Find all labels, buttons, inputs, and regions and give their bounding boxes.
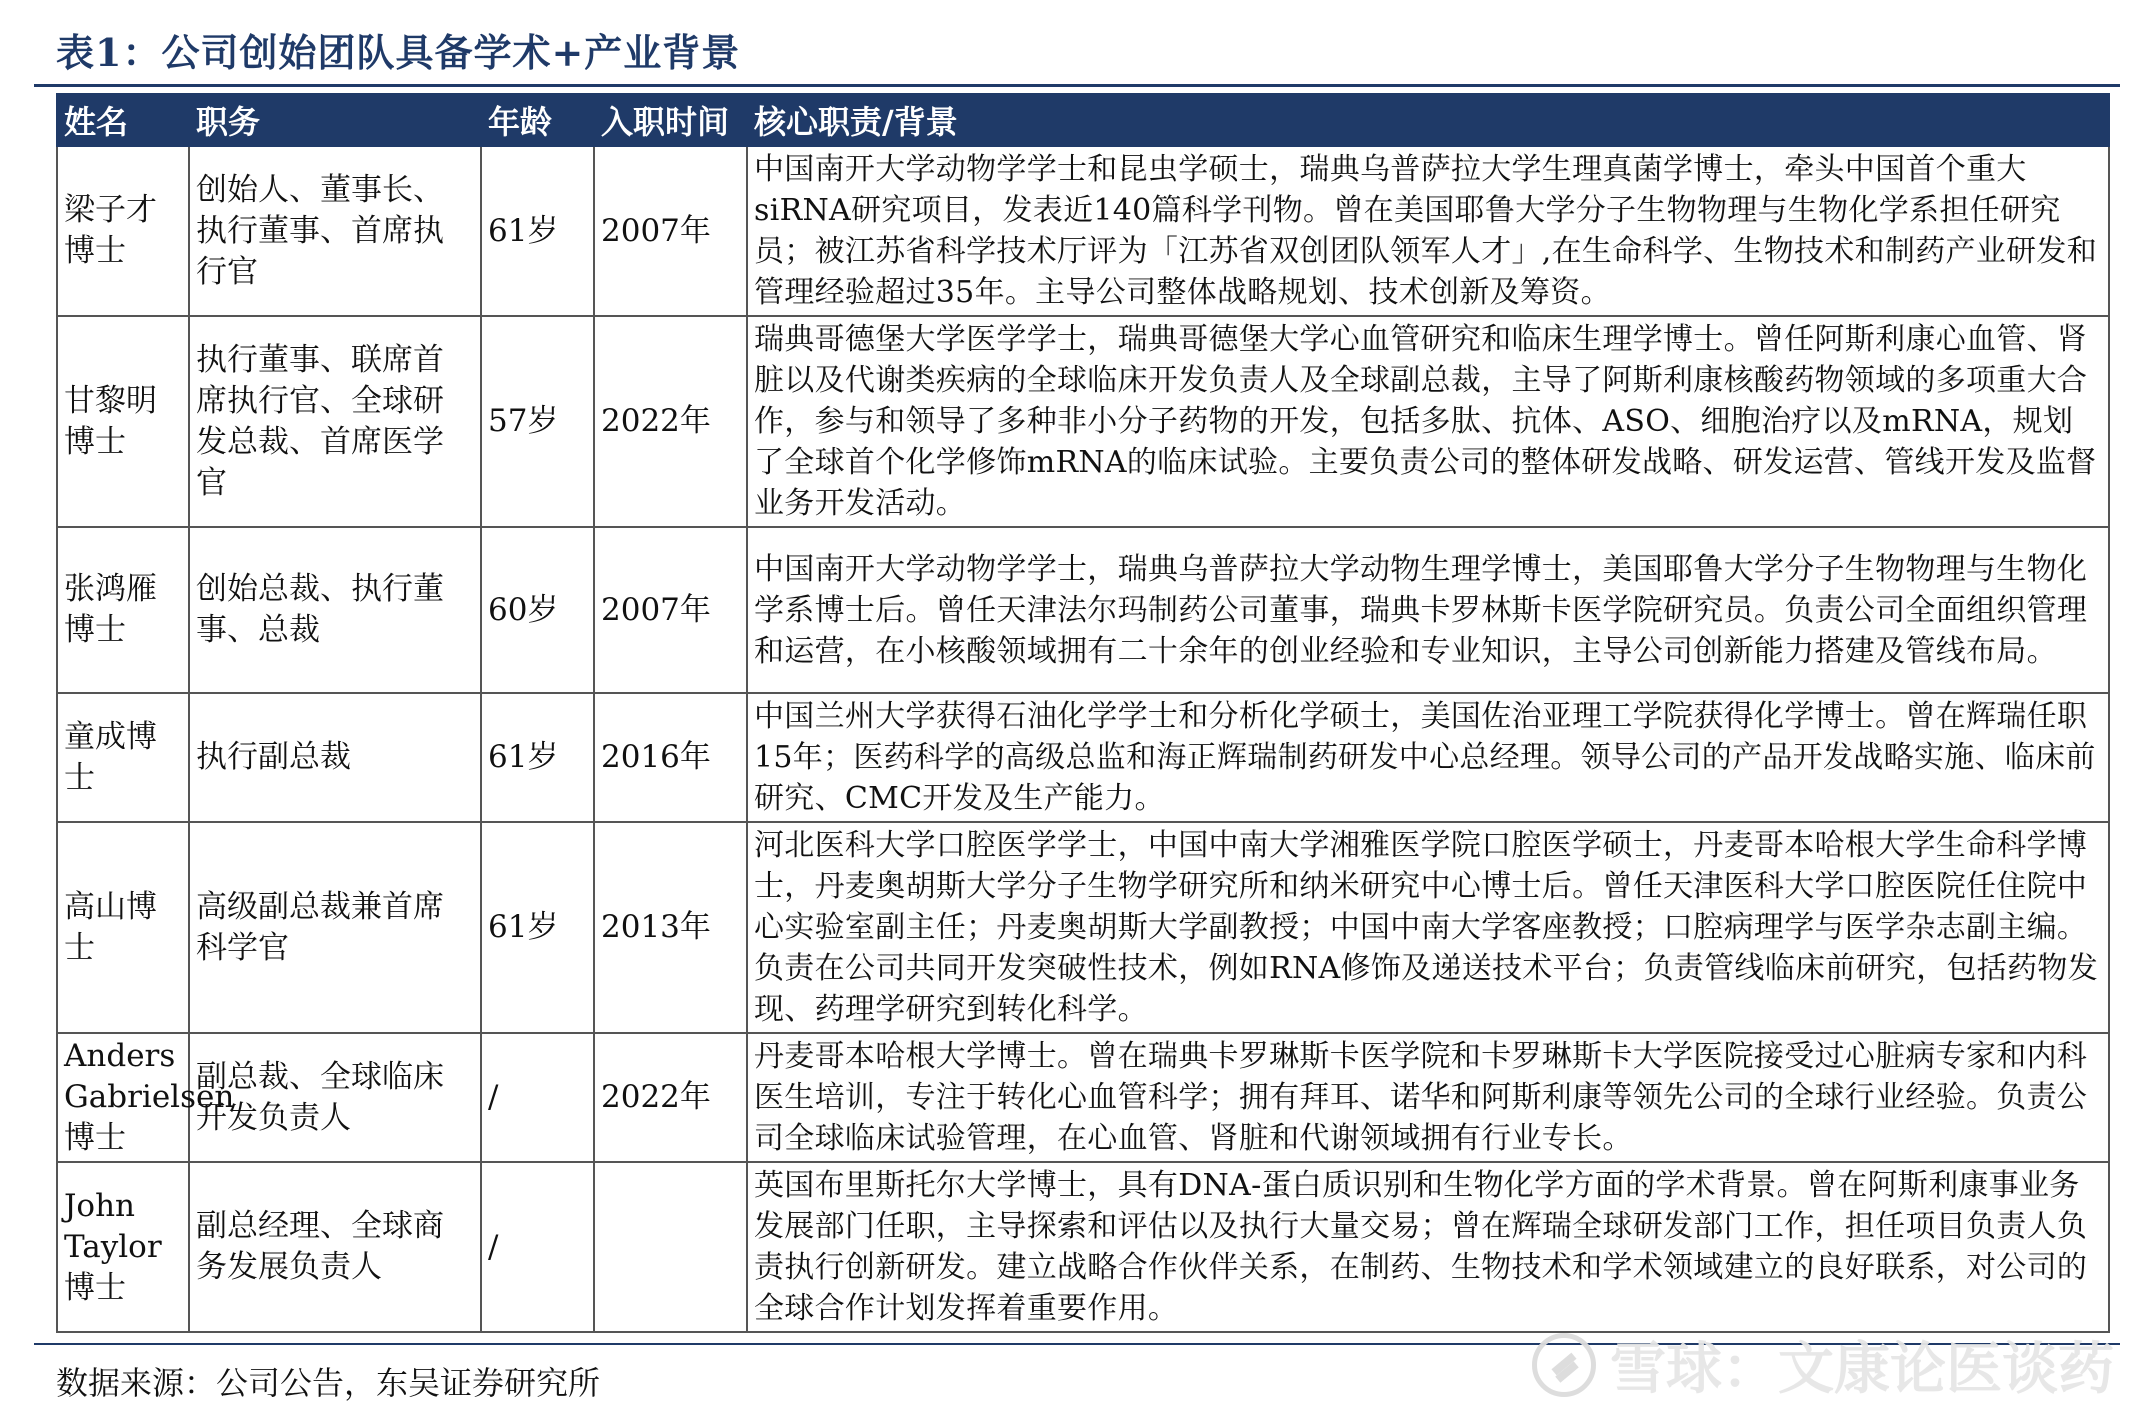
cell-joined: 2007年: [594, 146, 747, 316]
cell-joined: 2016年: [594, 693, 747, 822]
snowball-logo-icon: [1532, 1333, 1596, 1397]
table-header-row: [57, 94, 2109, 146]
cell-age: 60岁: [481, 527, 594, 693]
header-joined: 入职时间: [594, 94, 747, 146]
cell-name: 张鸿雁博士: [57, 527, 189, 693]
cell-name: 童成博士: [57, 693, 189, 822]
cell-joined: 2022年: [594, 316, 747, 527]
cell-age: /: [481, 1033, 594, 1162]
top-rule: [34, 84, 2120, 87]
cell-name: 梁子才博士: [57, 146, 189, 316]
cell-role: 高级副总裁兼首席科学官: [189, 822, 481, 1033]
table-title: 表1：公司创始团队具备学术+产业背景: [56, 30, 741, 75]
table-row: [57, 1162, 2109, 1332]
table-row: [57, 822, 2109, 1033]
cell-joined: 2013年: [594, 822, 747, 1033]
cell-role: 创始人、董事长、执行董事、首席执行官: [189, 146, 481, 316]
header-name: 姓名: [57, 94, 189, 146]
table-row: [57, 693, 2109, 822]
table-row: [57, 527, 2109, 693]
cell-role: 创始总裁、执行董事、总裁: [189, 527, 481, 693]
cell-name: Anders Gabrielsen博士: [57, 1033, 189, 1162]
cell-role: 执行董事、联席首席执行官、全球研发总裁、首席医学官: [189, 316, 481, 527]
cell-joined: 2007年: [594, 527, 747, 693]
cell-background: 中国兰州大学获得石油化学学士和分析化学硕士，美国佐治亚理工学院获得化学博士。曾在辉瑞任职15年；医药科学的高级总监和海正辉瑞制药研发中心总经理。领导公司的产品开发战略实施、临床前研究、CMC开发及生产能力。: [747, 693, 2109, 822]
header-role: 职务: [189, 94, 481, 146]
watermark: [1532, 1325, 2114, 1405]
table-row: [57, 1033, 2109, 1162]
header-background: 核心职责/背景: [747, 94, 2109, 146]
cell-joined: [594, 1162, 747, 1332]
cell-joined: 2022年: [594, 1033, 747, 1162]
cell-role: 副总裁、全球临床开发负责人: [189, 1033, 481, 1162]
cell-background: 中国南开大学动物学学士，瑞典乌普萨拉大学动物生理学博士，美国耶鲁大学分子生物物理与生物化学系博士后。曾任天津法尔玛制药公司董事，瑞典卡罗林斯卡医学院研究员。负责公司全面组织管理和运营，在小核酸领域拥有二十余年的创业经验和专业知识，主导公司创新能力搭建及管线布局。: [747, 527, 2109, 693]
cell-name: 高山博士: [57, 822, 189, 1033]
table-row: [57, 146, 2109, 316]
cell-age: 61岁: [481, 822, 594, 1033]
table-row: [57, 316, 2109, 527]
team-table: [56, 93, 2110, 1333]
cell-role: 副总经理、全球商务发展负责人: [189, 1162, 481, 1332]
cell-role: 执行副总裁: [189, 693, 481, 822]
cell-age: /: [481, 1162, 594, 1332]
cell-age: 57岁: [481, 316, 594, 527]
cell-name: 甘黎明博士: [57, 316, 189, 527]
source-note: 数据来源：公司公告，东吴证券研究所: [56, 1364, 601, 1402]
cell-background: 英国布里斯托尔大学博士，具有DNA-蛋白质识别和生物化学方面的学术背景。曾在阿斯利康事业务发展部门任职，主导探索和评估以及执行大量交易；曾在辉瑞全球研发部门工作，担任项目负责人负责执行创新研发。建立战略合作伙伴关系，在制药、生物技术和学术领域建立的良好联系，对公司的全球合作计划发挥着重要作用。: [747, 1162, 2109, 1332]
cell-background: 中国南开大学动物学学士和昆虫学硕士，瑞典乌普萨拉大学生理真菌学博士，牵头中国首个重大siRNA研究项目，发表近140篇科学刊物。曾在美国耶鲁大学分子生物物理与生物化学系担任研究员；被江苏省科学技术厅评为「江苏省双创团队领军人才」,在生命科学、生物技术和制药产业研发和管理经验超过35年。主导公司整体战略规划、技术创新及筹资。: [747, 146, 2109, 316]
cell-name: John Taylor博士: [57, 1162, 189, 1332]
cell-age: 61岁: [481, 693, 594, 822]
cell-background: 河北医科大学口腔医学学士，中国中南大学湘雅医学院口腔医学硕士，丹麦哥本哈根大学生命科学博士，丹麦奥胡斯大学分子生物学研究所和纳米研究中心博士后。曾任天津医科大学口腔医院任住院中心实验室副主任；丹麦奥胡斯大学副教授；中国中南大学客座教授；口腔病理学与医学杂志副主编。负责在公司共同开发突破性技术，例如RNA修饰及递送技术平台；负责管线临床前研究，包括药物发现、药理学研究到转化科学。: [747, 822, 2109, 1033]
cell-background: 丹麦哥本哈根大学博士。曾在瑞典卡罗琳斯卡医学院和卡罗琳斯卡大学医院接受过心脏病专家和内科医生培训，专注于转化心血管科学；拥有拜耳、诺华和阿斯利康等领先公司的全球行业经验。负责公司全球临床试验管理，在心血管、肾脏和代谢领域拥有行业专长。: [747, 1033, 2109, 1162]
cell-age: 61岁: [481, 146, 594, 316]
header-age: 年龄: [481, 94, 594, 146]
watermark-text: 雪球：文康论医谈药: [1610, 1337, 2114, 1402]
cell-background: 瑞典哥德堡大学医学学士，瑞典哥德堡大学心血管研究和临床生理学博士。曾任阿斯利康心血管、肾脏以及代谢类疾病的全球临床开发负责人及全球副总裁，主导了阿斯利康核酸药物领域的多项重大合作，参与和领导了多种非小分子药物的开发，包括多肽、抗体、ASO、细胞治疗以及mRNA，规划了全球首个化学修饰mRNA的临床试验。主要负责公司的整体研发战略、研发运营、管线开发及监督业务开发活动。: [747, 316, 2109, 527]
